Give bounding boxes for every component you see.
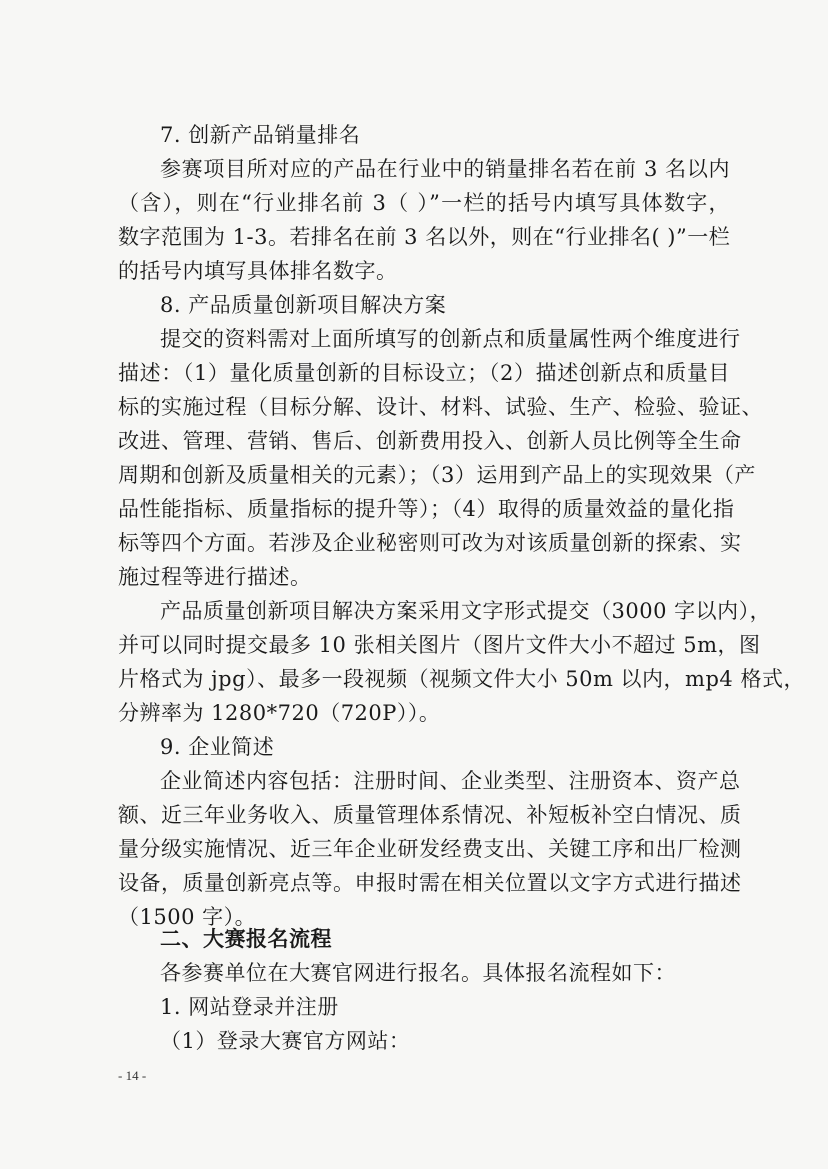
section8-para2-line-3: 片格式为 jpg）、最多一段视频（视频文件大小 50m 以内，mp4 格式， xyxy=(118,667,805,691)
section7-line-3: 数字范围为 1-3。若排名在前 3 名以外，则在“行业排名( )”一栏 xyxy=(118,225,731,249)
section9-heading: 9. 企业简述 xyxy=(160,735,275,759)
section9-line-1: 企业简述内容包括：注册时间、企业类型、注册资本、资产总 xyxy=(160,769,741,793)
part2-intro: 各参赛单位在大赛官网进行报名。具体报名流程如下： xyxy=(160,961,676,985)
section8-para2-line-4: 分辨率为 1280*720（720P））。 xyxy=(118,701,441,725)
section8-para1-line-3: 标的实施过程（目标分解、设计、材料、试验、生产、检验、验证、 xyxy=(118,395,763,419)
section8-para1-line-4: 改进、管理、营销、售后、创新费用投入、创新人员比例等全生命 xyxy=(118,429,742,453)
part2-step1-1: （1）登录大赛官方网站： xyxy=(160,1029,411,1053)
section8-para1-line-2: 描述：（1）量化质量创新的目标设立；（2）描述创新点和质量目 xyxy=(118,361,730,385)
section9-line-4: 设备，质量创新亮点等。申报时需在相关位置以文字方式进行描述 xyxy=(118,871,742,895)
section9-line-5: （1500 字）。 xyxy=(118,905,257,929)
section8-para1-line-6: 品性能指标、质量指标的提升等）；（4）取得的质量效益的量化指 xyxy=(118,497,735,521)
section7-line-2: （含），则在“行业排名前 3（ ）”一栏的括号内填写具体数字， xyxy=(118,191,730,215)
section8-para2-line-1: 产品质量创新项目解决方案采用文字形式提交（3000 字以内）， xyxy=(160,599,772,623)
section9-line-2: 额、近三年业务收入、质量管理体系情况、补短板补空白情况、质 xyxy=(118,803,742,827)
section8-heading: 8. 产品质量创新项目解决方案 xyxy=(160,293,447,317)
page-number: - 14 - xyxy=(118,1068,147,1083)
section7-heading: 7. 创新产品销量排名 xyxy=(160,123,361,147)
section8-para1-line-7: 标等四个方面。若涉及企业秘密则可改为对该质量创新的探索、实 xyxy=(118,531,742,555)
section8-para1-line-1: 提交的资料需对上面所填写的创新点和质量属性两个维度进行 xyxy=(160,327,741,351)
section7-line-4: 的括号内填写具体排名数字。 xyxy=(118,259,398,283)
section9-line-3: 量分级实施情况、近三年企业研发经费支出、关键工序和出厂检测 xyxy=(118,837,742,861)
section8-para1-line-5: 周期和创新及质量相关的元素）；（3）运用到产品上的实现效果（产 xyxy=(118,463,756,487)
section8-para2-line-2: 并可以同时提交最多 10 张相关图片（图片文件大小不超过 5m，图 xyxy=(118,633,761,657)
part2-heading: 二、大赛报名流程 xyxy=(160,927,332,951)
section7-line-1: 参赛项目所对应的产品在行业中的销量排名若在前 3 名以内 xyxy=(160,157,730,181)
part2-step1: 1. 网站登录并注册 xyxy=(160,995,339,1019)
section8-para1-line-8: 施过程等进行描述。 xyxy=(118,565,312,589)
